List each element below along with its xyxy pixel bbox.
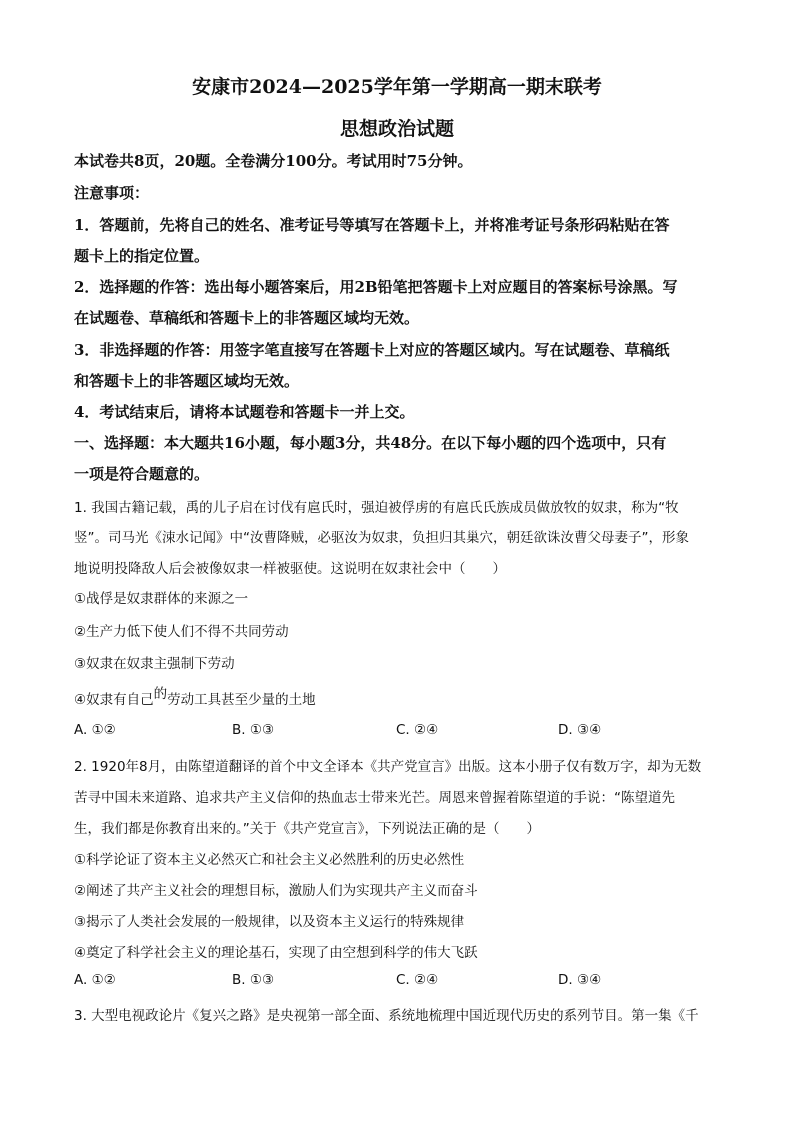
question-1-options bbox=[74, 722, 724, 742]
question-2-option-d: D. ③④ bbox=[558, 972, 602, 988]
question-2-line-1: 2. 1920年8月，由陈望道翻译的首个中文全译本《共产党宣言》出版。这本小册子仅有数万字，却为无数 bbox=[74, 759, 702, 775]
question-1-statement-3: ③奴隶在奴隶主强制下劳动 bbox=[74, 656, 235, 672]
note-1-line-1: 1．答题前，先将自己的姓名、准考证号等填写在答题卡上，并将准考证号条形码粘贴在答 bbox=[74, 216, 670, 234]
note-3-line-2: 和答题卡上的非答题区域均无效。 bbox=[74, 372, 300, 390]
note-2-line-1: 2．选择题的作答：选出每小题答案后，用2B铅笔把答题卡上对应题目的答案标号涂黑。写 bbox=[74, 278, 678, 296]
note-2-line-2: 在试题卷、草稿纸和答题卡上的非答题区域均无效。 bbox=[74, 309, 420, 327]
note-1-line-2: 题卡上的指定位置。 bbox=[74, 247, 210, 265]
question-1-line-2: 竖”。司马光《涑水记闻》中“汝曹降贼，必驱汝为奴隶，负担归其巢穴，朝廷欲诛汝曹父母妻子”，形象 bbox=[74, 530, 689, 546]
question-2-statement-3: ③揭示了人类社会发展的一般规律，以及资本主义运行的特殊规律 bbox=[74, 914, 465, 930]
question-1-statement-4: ④奴隶有自己的劳动工具甚至少量的土地 bbox=[74, 686, 316, 708]
question-1-line-3: 地说明投降敌人后会被像奴隶一样被驱使。这说明在奴隶社会中（ ） bbox=[74, 561, 506, 577]
question-2-line-3: 生，我们都是你教育出来的。”关于《共产党宣言》，下列说法正确的是（ ） bbox=[74, 821, 540, 837]
question-1-option-c: C. ②④ bbox=[396, 722, 439, 738]
question-2-options bbox=[74, 972, 724, 992]
exam-title: 安康市2024—2025学年第一学期高一期末联考 bbox=[192, 76, 602, 98]
exam-subtitle: 思想政治试题 bbox=[339, 118, 454, 140]
question-1-statement-1: ①战俘是奴隶群体的来源之一 bbox=[74, 591, 249, 607]
question-2-statement-2: ②阐述了共产主义社会的理想目标，激励人们为实现共产主义而奋斗 bbox=[74, 883, 478, 899]
question-1-option-d: D. ③④ bbox=[558, 722, 602, 738]
section-1-line-2: 一项是符合题意的。 bbox=[74, 465, 210, 483]
note-3-line-1: 3．非选择题的作答：用签字笔直接写在答题卡上对应的答题区域内。写在试题卷、草稿纸 bbox=[74, 341, 670, 359]
question-1-statement-2: ②生产力低下使人们不得不共同劳动 bbox=[74, 624, 289, 640]
exam-summary: 本试卷共8页，20题。全卷满分100分。考试用时75分钟。 bbox=[74, 152, 473, 170]
section-1-line-1: 一、选择题：本大题共16小题，每小题3分，共48分。在以下每小题的四个选项中，只有 bbox=[74, 434, 667, 452]
question-2-option-c: C. ②④ bbox=[396, 972, 439, 988]
note-4: 4．考试结束后，请将本试题卷和答题卡一并上交。 bbox=[74, 403, 415, 421]
question-1-option-a: A. ①② bbox=[74, 722, 116, 738]
question-2-statement-1: ①科学论证了资本主义必然灭亡和社会主义必然胜利的历史必然性 bbox=[74, 852, 465, 868]
question-2-statement-4: ④奠定了科学社会主义的理论基石，实现了由空想到科学的伟大飞跃 bbox=[74, 945, 478, 961]
question-1-option-b: B. ①③ bbox=[232, 722, 275, 738]
question-1-line-1: 1. 我国古籍记载，禹的儿子启在讨伐有扈氏时，强迫被俘虏的有扈氏氏族成员做放牧的奴隶，称为“牧 bbox=[74, 500, 679, 516]
notes-heading: 注意事项： bbox=[74, 184, 150, 202]
question-2-option-b: B. ①③ bbox=[232, 972, 275, 988]
question-2-option-a: A. ①② bbox=[74, 972, 116, 988]
question-2-line-2: 苦寻中国未来道路、追求共产主义信仰的热血志士带来光芒。周恩来曾握着陈望道的手说：“陈望道先 bbox=[74, 790, 675, 806]
question-3-line-1: 3. 大型电视政论片《复兴之路》是央视第一部全面、系统地梳理中国近现代历史的系列节目。第一集《千 bbox=[74, 1008, 699, 1024]
